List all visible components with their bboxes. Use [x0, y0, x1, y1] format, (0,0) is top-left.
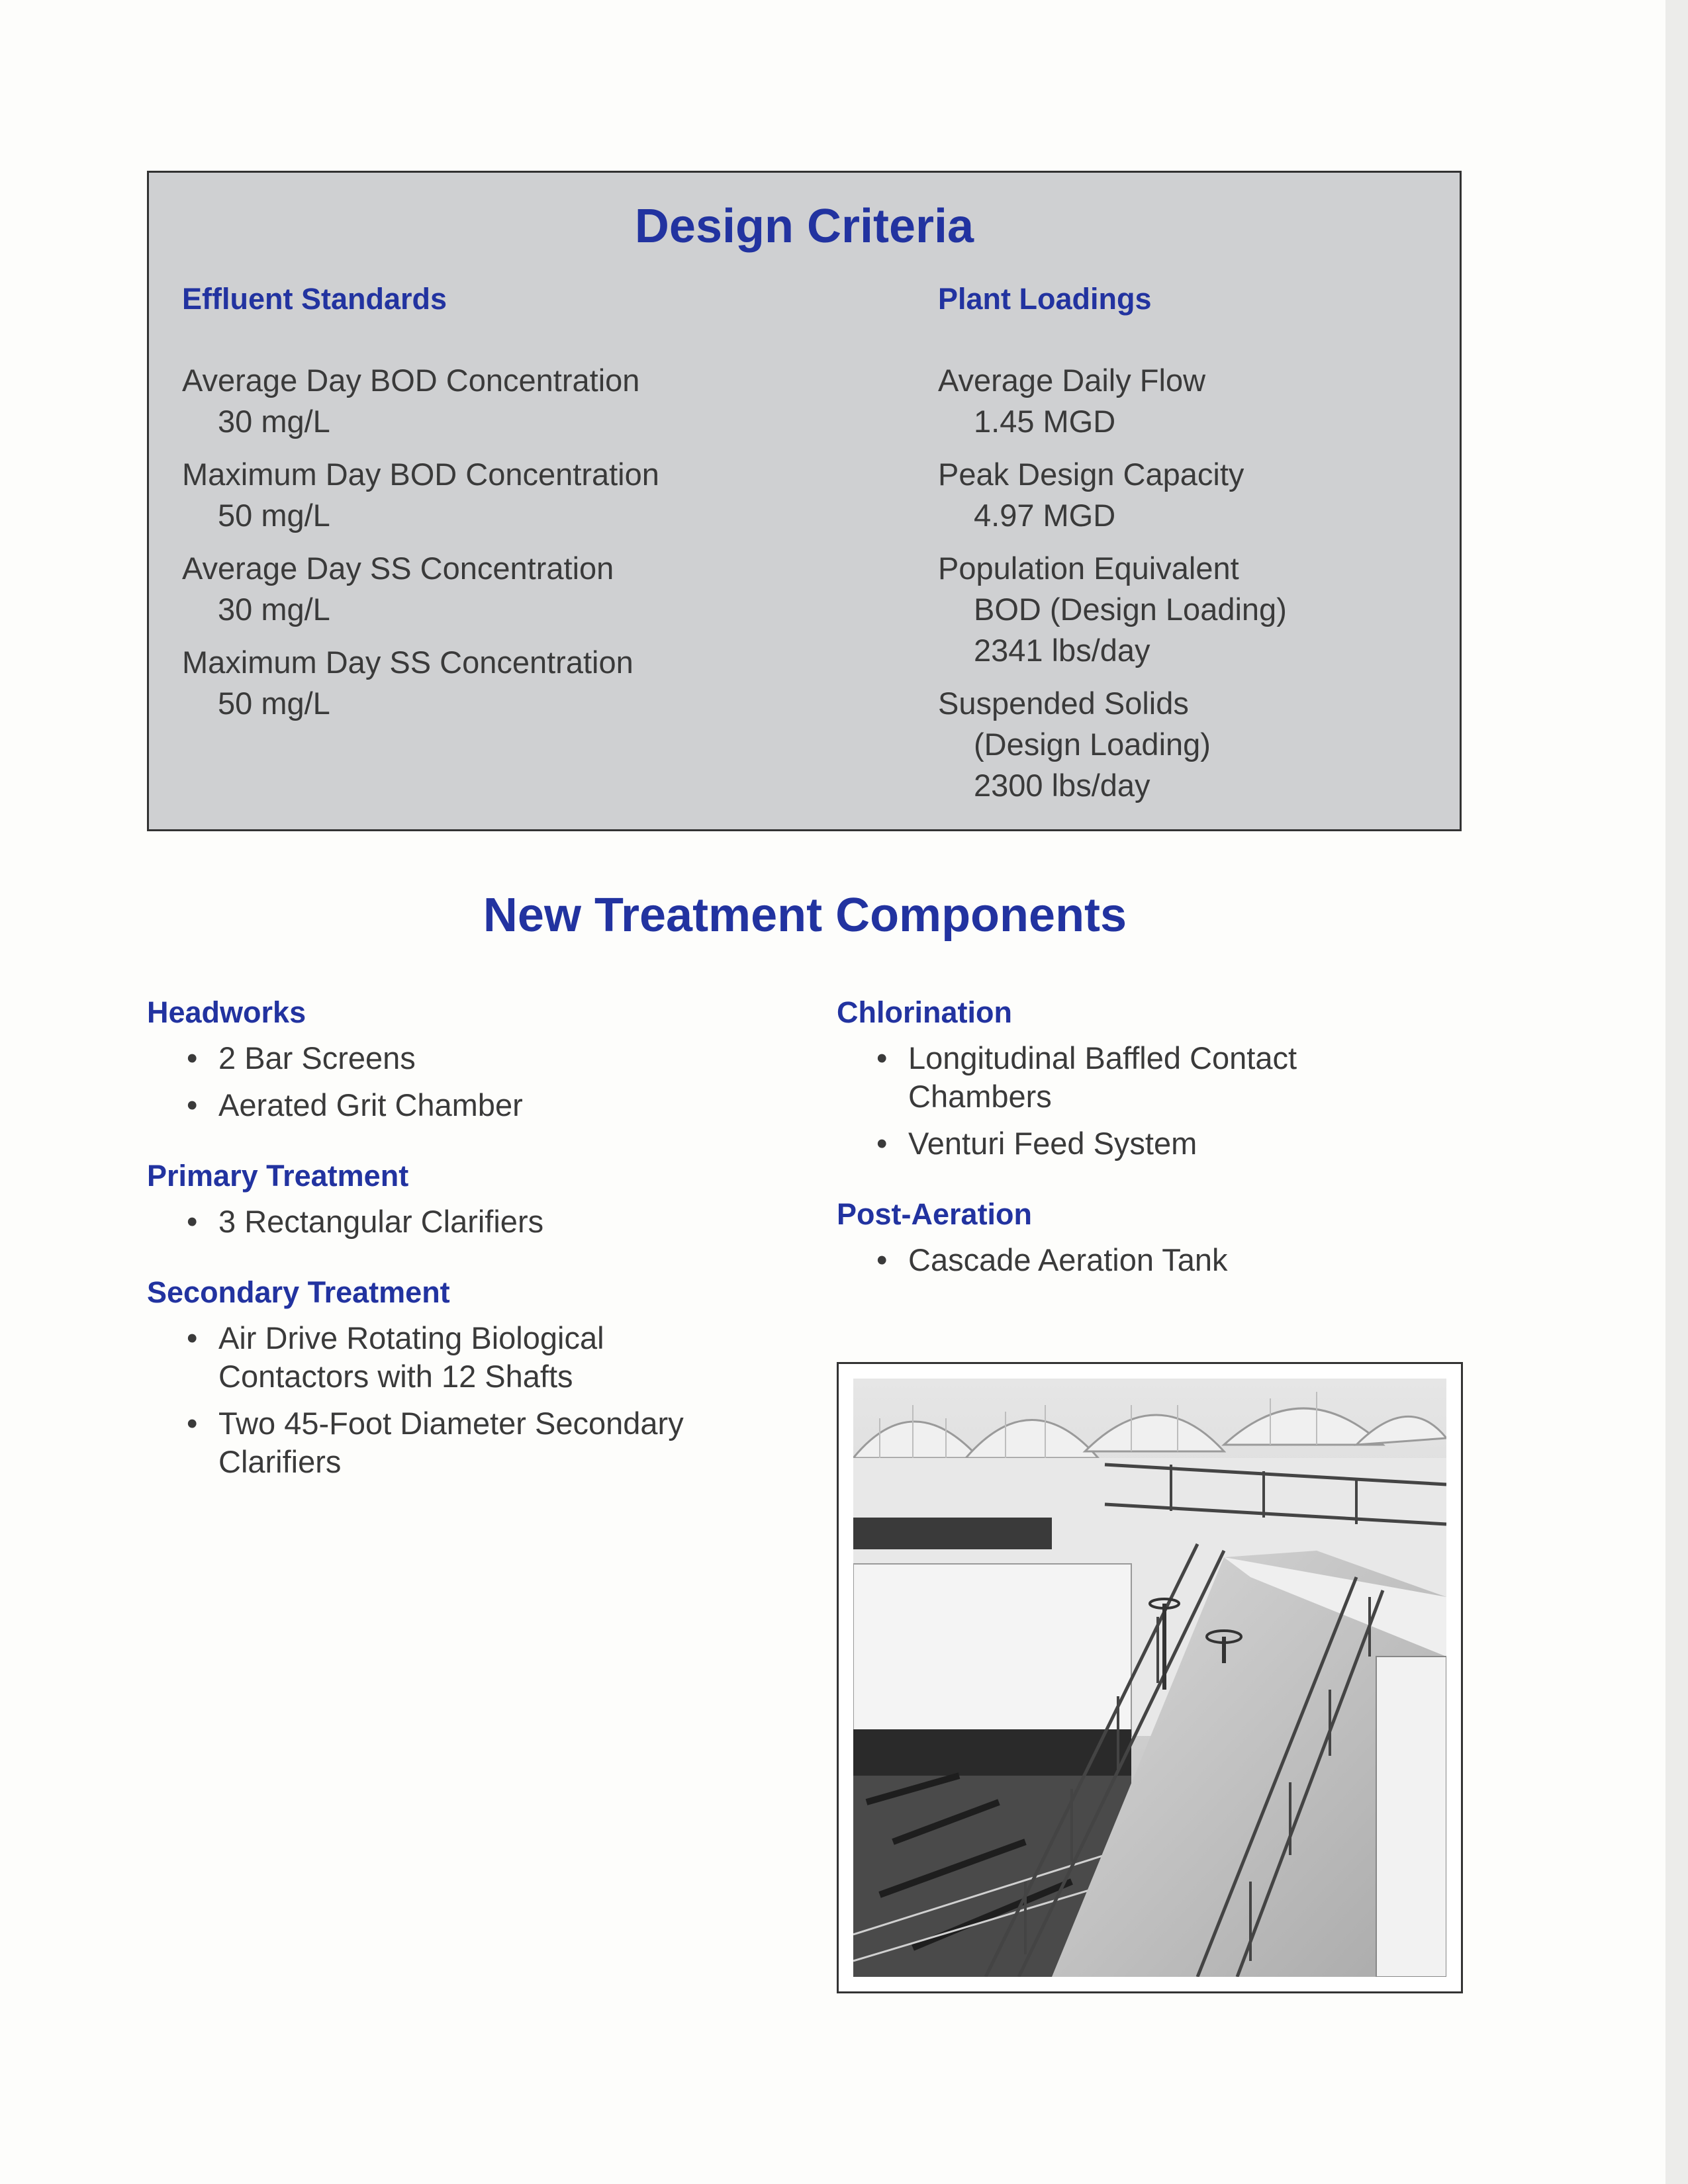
- list-item-text: 2 Bar Screens: [218, 1040, 416, 1075]
- criterion: [182, 642, 659, 724]
- list-item-text: Two 45-Foot Diameter Secondary Clarifiers: [218, 1406, 684, 1479]
- list-item-text: Venturi Feed System: [908, 1126, 1197, 1161]
- list-item-text: Longitudinal Baffled Contact Chambers: [908, 1040, 1297, 1114]
- list-item: [147, 1039, 796, 1077]
- loading-label: Suspended Solids: [938, 686, 1189, 721]
- section-heading: Post-Aeration: [837, 1197, 1033, 1231]
- loading: [938, 360, 1287, 442]
- post-aeration-section: [837, 1195, 1485, 1279]
- bullet-icon: •: [187, 1087, 198, 1122]
- criterion-value: 50 mg/L: [218, 498, 330, 533]
- components-title: New Treatment Components: [483, 889, 1127, 942]
- loading: [938, 454, 1287, 536]
- loading-value: 2341 lbs/day: [974, 633, 1150, 668]
- headworks-section: [147, 993, 796, 1124]
- list-item: [147, 1319, 748, 1396]
- chlorination-section: [837, 993, 1485, 1163]
- components-right-column: [837, 993, 1485, 1311]
- bullet-icon: •: [187, 1204, 198, 1239]
- section-heading: Primary Treatment: [147, 1159, 409, 1193]
- section-heading: Secondary Treatment: [147, 1275, 450, 1309]
- criterion: [182, 548, 659, 630]
- loading-label: Peak Design Capacity: [938, 457, 1244, 492]
- criterion-label: Maximum Day BOD Concentration: [182, 457, 659, 492]
- list-item: [837, 1039, 1425, 1116]
- section-heading: Headworks: [147, 995, 306, 1029]
- list-item: [837, 1124, 1485, 1163]
- loading-label: Average Daily Flow: [938, 363, 1206, 398]
- criterion-value: 30 mg/L: [218, 404, 330, 439]
- criterion-label: Average Day BOD Concentration: [182, 363, 640, 398]
- bullet-icon: •: [187, 1406, 198, 1441]
- criterion-value: 30 mg/L: [218, 592, 330, 627]
- design-criteria-box: [147, 171, 1462, 831]
- plant-loadings-heading: Plant Loadings: [938, 282, 1152, 316]
- loading-label: Population Equivalent: [938, 551, 1239, 586]
- design-criteria-title: Design Criteria: [634, 200, 974, 253]
- list-item: [837, 1241, 1485, 1279]
- criterion-label: Average Day SS Concentration: [182, 551, 614, 586]
- loading-value: 1.45 MGD: [974, 404, 1116, 439]
- loading-sublabel: (Design Loading): [974, 727, 1211, 762]
- secondary-treatment-section: [147, 1273, 796, 1481]
- criterion-label: Maximum Day SS Concentration: [182, 645, 633, 680]
- criterion-value: 50 mg/L: [218, 686, 330, 721]
- list-item-text: 3 Rectangular Clarifiers: [218, 1204, 544, 1239]
- criterion: [182, 454, 659, 536]
- criterion: [182, 360, 659, 442]
- primary-treatment-section: [147, 1156, 796, 1241]
- list-item: [147, 1404, 761, 1481]
- plant-walkway-photo: [853, 1379, 1446, 1977]
- loading: [938, 683, 1287, 806]
- page-edge: [1665, 0, 1688, 2184]
- photo-illustration: [853, 1379, 1446, 1977]
- loading: [938, 548, 1287, 671]
- list-item: [147, 1203, 796, 1241]
- list-item-text: Air Drive Rotating Biological Contactors with 12 Shafts: [218, 1320, 604, 1394]
- components-left-column: [147, 993, 796, 1513]
- loading-sublabel: BOD (Design Loading): [974, 592, 1287, 627]
- bullet-icon: •: [187, 1040, 198, 1075]
- photo-frame: [837, 1362, 1463, 1993]
- effluent-standards-list: [182, 360, 659, 736]
- list-item-text: Cascade Aeration Tank: [908, 1242, 1228, 1277]
- bullet-icon: •: [876, 1040, 888, 1075]
- bullet-icon: •: [876, 1242, 888, 1277]
- bullet-icon: •: [187, 1320, 198, 1355]
- effluent-standards-heading: Effluent Standards: [182, 282, 447, 316]
- plant-loadings-list: [938, 360, 1287, 818]
- loading-value: 4.97 MGD: [974, 498, 1116, 533]
- list-item: [147, 1086, 796, 1124]
- list-item-text: Aerated Grit Chamber: [218, 1087, 523, 1122]
- loading-value: 2300 lbs/day: [974, 768, 1150, 803]
- section-heading: Chlorination: [837, 995, 1012, 1029]
- bullet-icon: •: [876, 1126, 888, 1161]
